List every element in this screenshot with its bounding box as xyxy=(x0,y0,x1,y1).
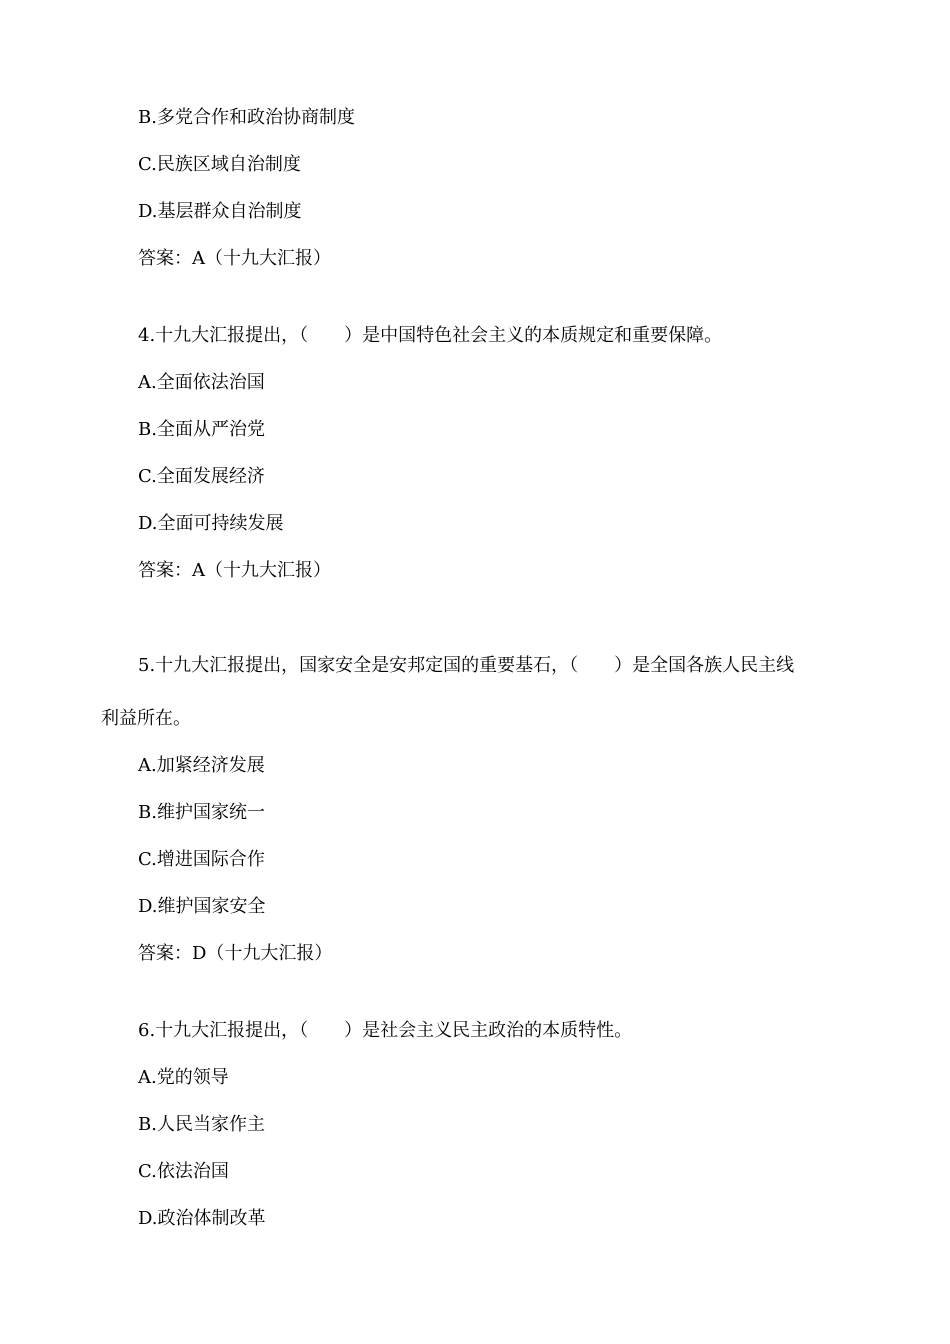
q4-option-b: B.全面从严治党 xyxy=(138,419,265,440)
q3-answer: 答案：A（十九大汇报） xyxy=(138,248,331,269)
q5-option-c: C.增进国际合作 xyxy=(138,849,265,870)
q4-option-c: C.全面发展经济 xyxy=(138,466,265,487)
q5-question-line2: 利益所在。 xyxy=(101,708,191,729)
q5-answer: 答案：D（十九大汇报） xyxy=(138,943,333,964)
q3-option-c: C.民族区域自治制度 xyxy=(138,154,301,175)
q6-option-d: D.政治体制改革 xyxy=(138,1208,266,1229)
q6-question: 6.十九大汇报提出，（ ）是社会主义民主政治的本质特性。 xyxy=(138,1020,633,1041)
q5-question-line1: 5.十九大汇报提出，国家安全是安邦定国的重要基石，（ ）是全国各族人民主线 xyxy=(138,655,795,676)
q6-option-c: C.依法治国 xyxy=(138,1161,229,1182)
q5-option-d: D.维护国家安全 xyxy=(138,896,266,917)
q6-option-a: A.党的领导 xyxy=(138,1067,229,1088)
q4-option-d: D.全面可持续发展 xyxy=(138,513,284,534)
q4-option-a: A.全面依法治国 xyxy=(138,372,265,393)
q5-option-b: B.维护国家统一 xyxy=(138,802,265,823)
q3-option-d: D.基层群众自治制度 xyxy=(138,201,302,222)
q6-option-b: B.人民当家作主 xyxy=(138,1114,265,1135)
q4-question: 4.十九大汇报提出，（ ）是中国特色社会主义的本质规定和重要保障。 xyxy=(138,325,723,346)
q4-answer: 答案：A（十九大汇报） xyxy=(138,560,331,581)
q3-option-b: B.多党合作和政治协商制度 xyxy=(138,107,355,128)
q5-option-a: A.加紧经济发展 xyxy=(138,755,265,776)
